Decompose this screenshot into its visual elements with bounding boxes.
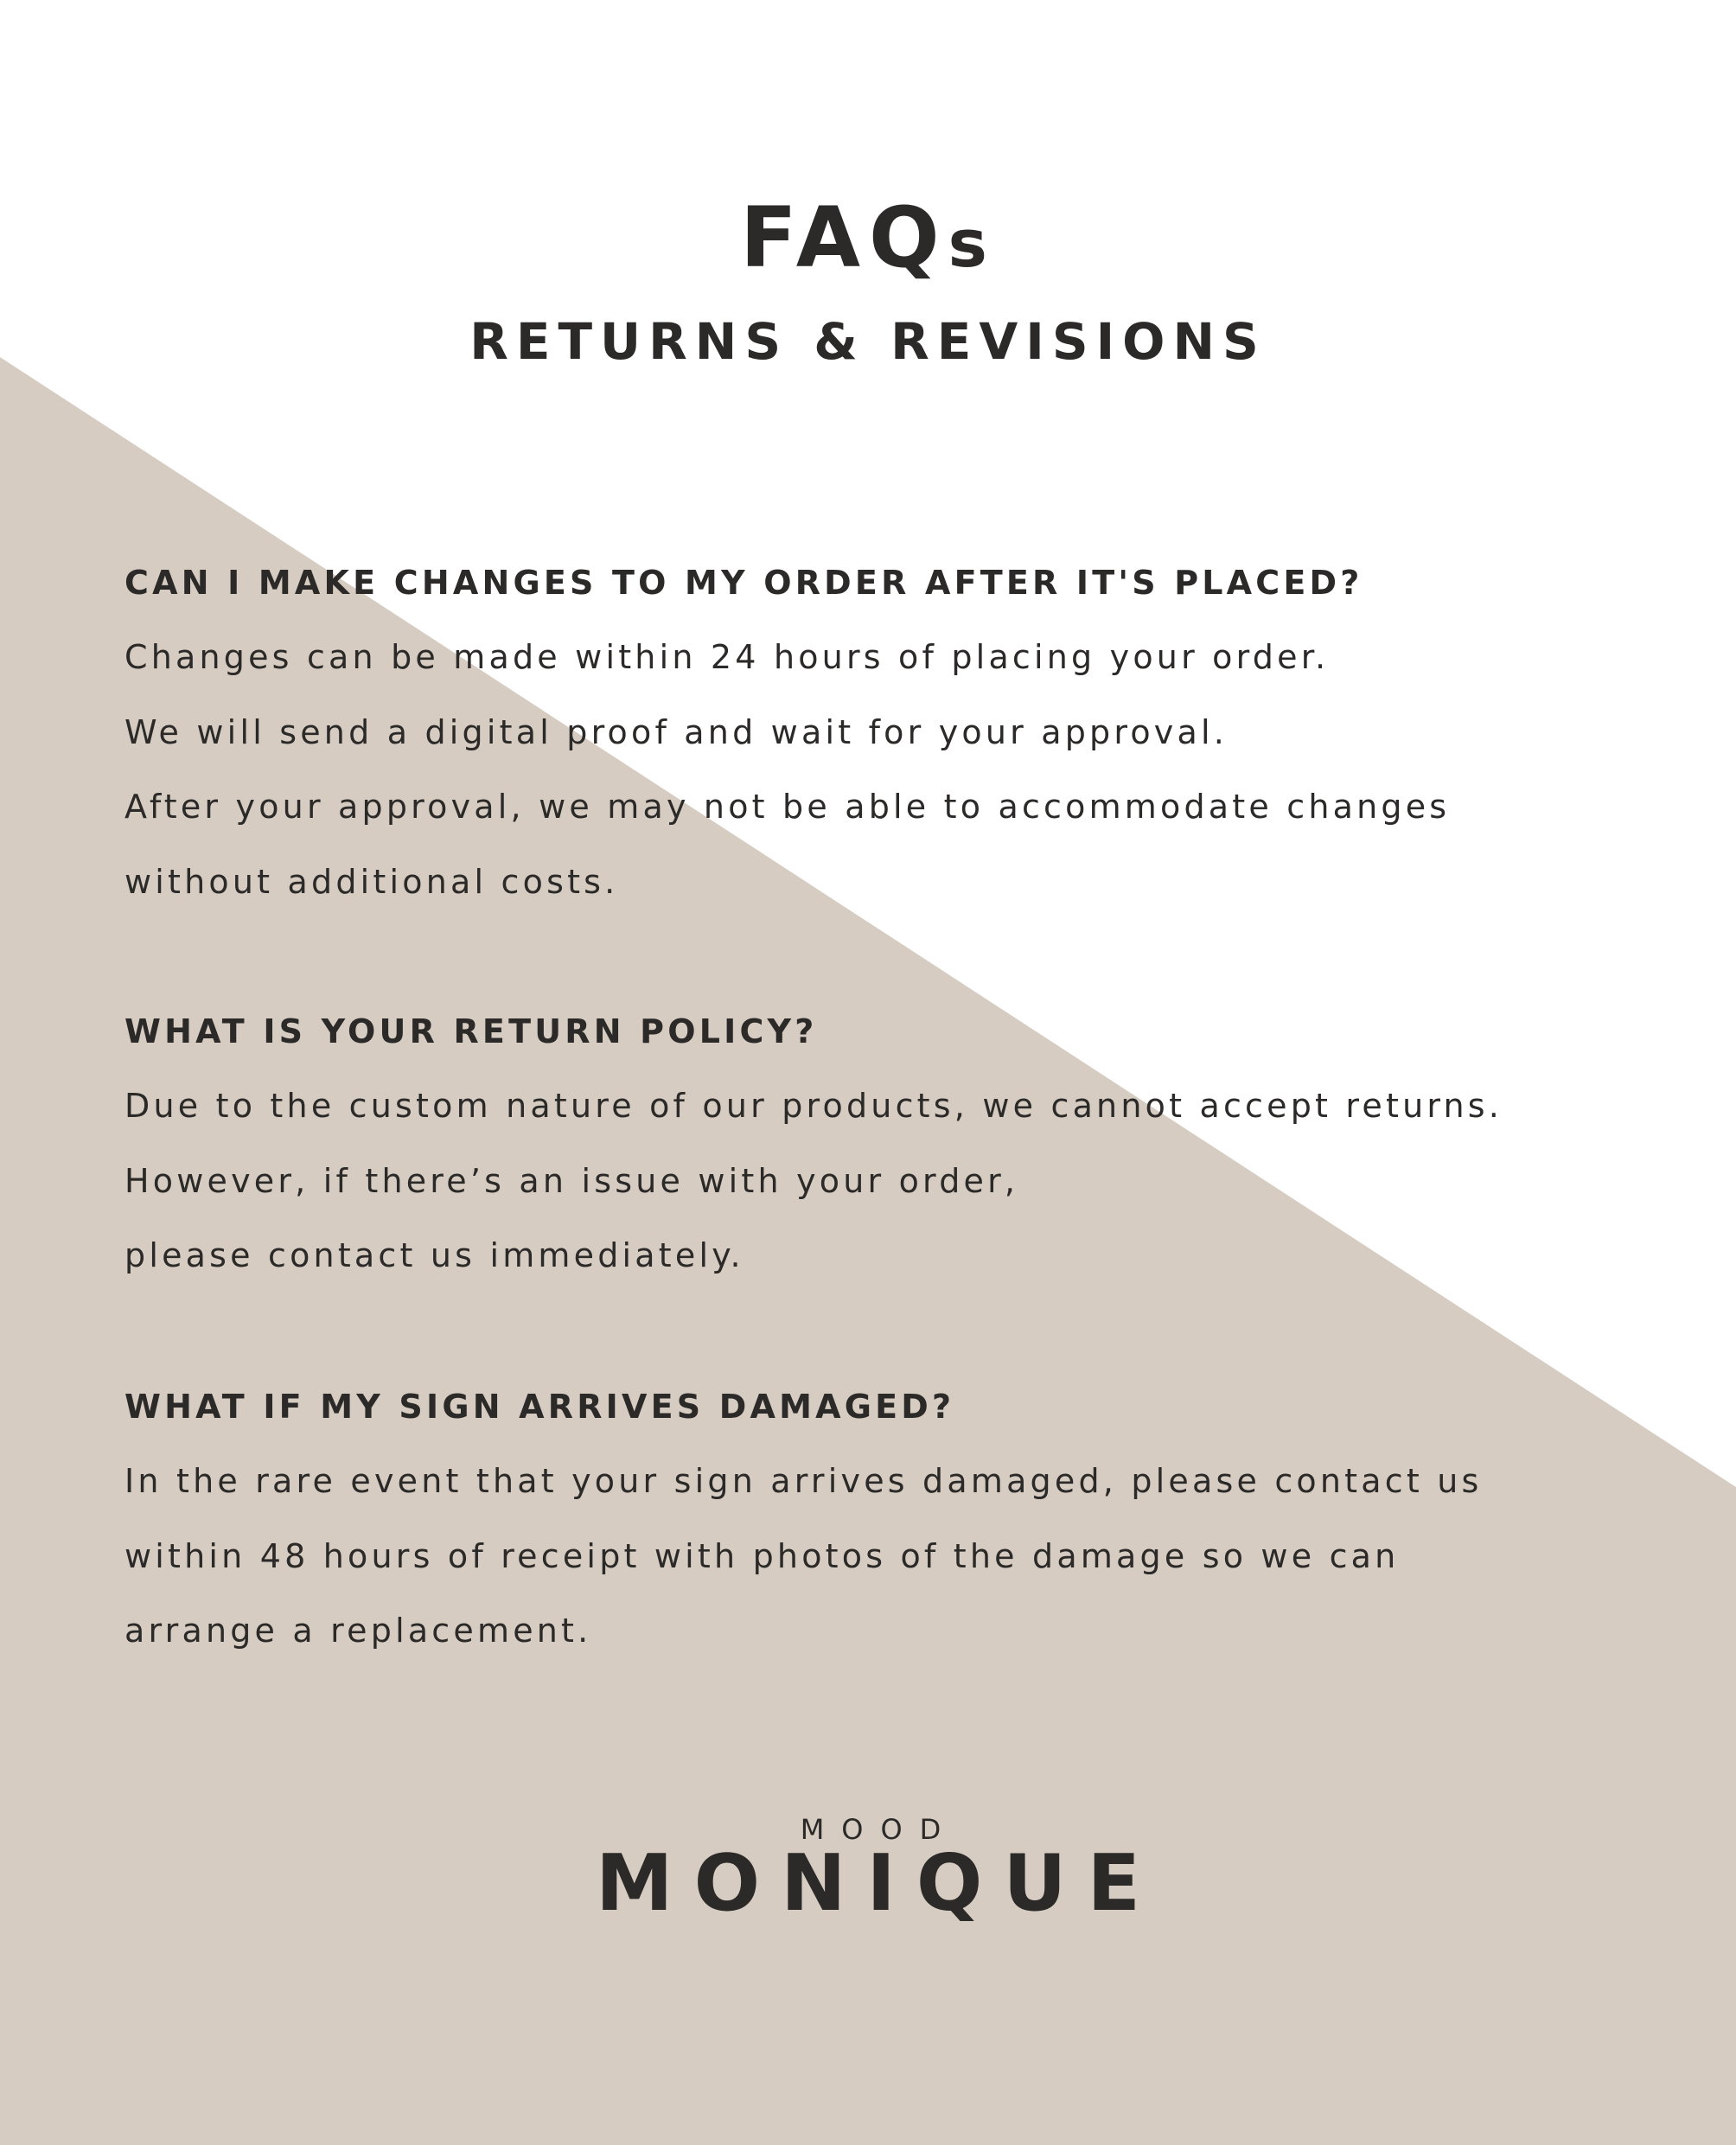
faq-answer-line: within 48 hours of receipt with photos of the damage so we can <box>124 1536 1400 1575</box>
faq-answer-line: please contact us immediately. <box>124 1236 744 1274</box>
faq-answer-line: Changes can be made within 24 hours of placing your order. <box>124 638 1330 676</box>
faq-question: WHAT IF MY SIGN ARRIVES DAMAGED? <box>124 1388 955 1426</box>
faq-answer-line: arrange a replacement. <box>124 1612 592 1650</box>
faq-answer-line: We will send a digital proof and wait for your approval. <box>124 712 1229 751</box>
page-title-suffix: s <box>948 205 996 282</box>
faq-answer-line: In the rare event that your sign arrives damaged, please contact us <box>124 1462 1483 1500</box>
faq-answer-line: However, if there’s an issue with your order, <box>124 1161 1019 1200</box>
faq-answer-line: without additional costs. <box>124 862 619 901</box>
page-title-main: FAQ <box>740 189 948 286</box>
faq-answer-line: Due to the custom nature of our products, we cannot accept returns. <box>124 1087 1503 1125</box>
logo-main-word: MONIQUE <box>596 1838 1161 1929</box>
logo-top-word: MOOD <box>800 1813 959 1846</box>
faq-item-changes <box>124 546 1715 919</box>
faq-item-damaged <box>124 1369 1715 1669</box>
faq-answer-line: After your approval, we may not be able to accommodate changes <box>124 788 1451 826</box>
faq-question: CAN I MAKE CHANGES TO MY ORDER AFTER IT'S PLACED? <box>124 564 1363 602</box>
faq-item-return-policy <box>124 994 1715 1293</box>
page-title <box>0 190 1736 291</box>
faq-question: WHAT IS YOUR RETURN POLICY? <box>124 1012 818 1050</box>
page-subtitle: RETURNS & REVISIONS <box>469 312 1267 371</box>
